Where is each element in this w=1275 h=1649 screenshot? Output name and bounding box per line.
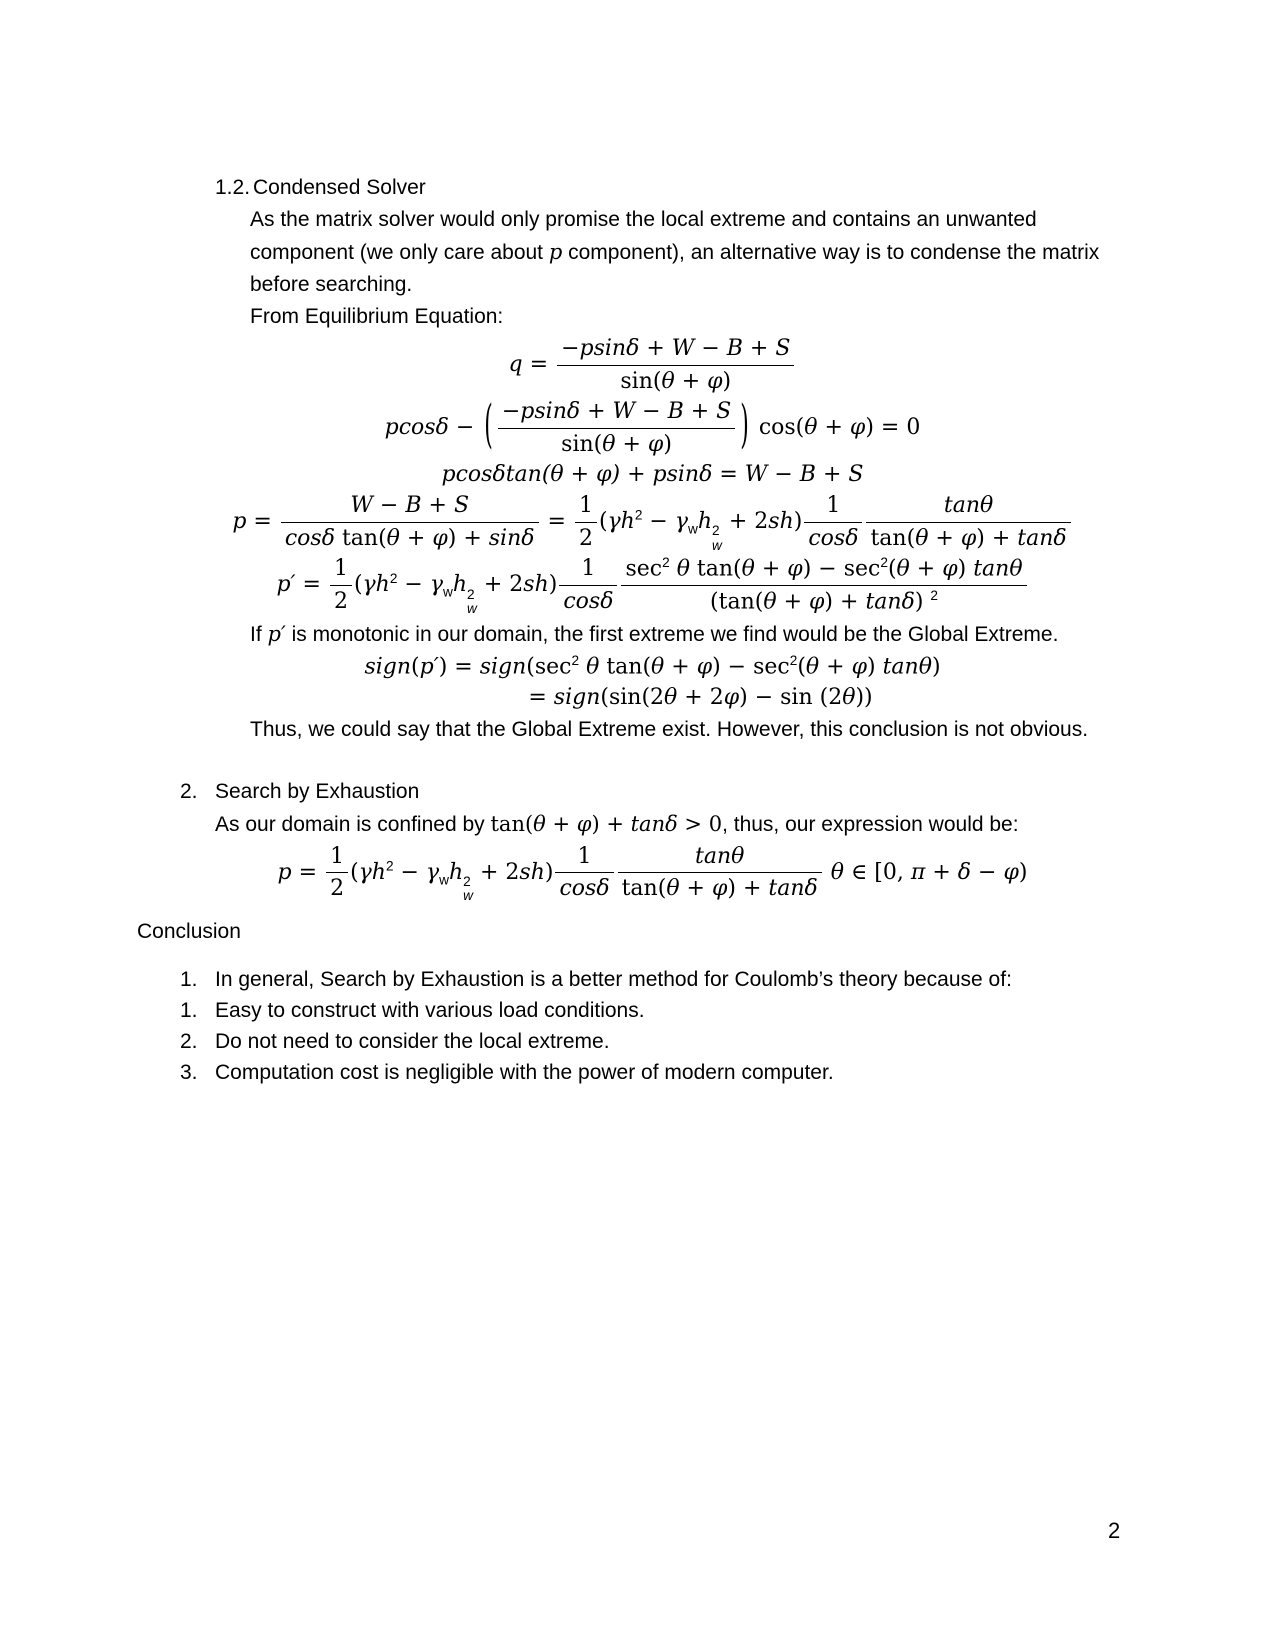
monotonic-paragraph (250, 618, 1118, 651)
equation-q: q = $\frac{-psin\delta + W - B + S}{\sin(\theta + \varphi)}$ (167, 334, 1138, 396)
conclusion-item-number: 3. (180, 1060, 198, 1084)
section-2-intro: As our domain is confined by tan(θ + φ) + tanδ > 0, thus, our expression would be: (215, 811, 1019, 836)
equation-p-domain: p = $\frac{1}{2}$ ($\gamma h^2 - \gamma_wh$ 2 w + 2sh) $\frac{1}{\cos\delta}$ $\frac{\tan\theta}{\tan(\theta + \varphi) + \tan\delta}$ θ ∈ [0, π + δ − φ) (277, 843, 1028, 904)
thus-paragraph: Thus, we could say that the Global Extreme exist. However, this conclusion is not obvious. (250, 717, 1089, 741)
conclusion-item (180, 995, 1138, 1026)
conclusion-item (180, 1057, 1138, 1088)
equation-block (137, 334, 1138, 617)
equation-pcostan: pcosδtan(θ + φ) + psinδ = W − B + S (441, 462, 864, 488)
equation-p: p = $\frac{W - B + S}{\text{cosδ tan(θ + φ) + sinδ}}$ = $\frac{1}{2}$ ($\gamma h^2 - \gamma_wh$ 2 w + 2sh) $\frac{1}{\cos\delta}$ $\frac{\tan\theta}{\tan(\theta + \varphi) + \tan\delta}$ (167, 491, 1138, 553)
monotonic-text-a: If (250, 623, 268, 646)
conclusion-item (180, 964, 1138, 995)
section-1-2-title: Condensed Solver (253, 176, 426, 199)
conclusion-item-text: Do not need to consider the local extreme. (215, 1029, 610, 1053)
section-2-heading (180, 776, 1138, 808)
intro-paragraph (250, 204, 1118, 301)
section-2-title: Search by Exhaustion (215, 779, 420, 803)
monotonic-text-b: is monotonic in our domain, the first extreme we find would be the Global Extreme. (285, 623, 1059, 646)
math-var-p: p (548, 240, 563, 264)
sign-equation-block (137, 652, 1138, 713)
section-1-2-heading (215, 172, 1138, 204)
exhaustion-equation-block (137, 842, 1138, 904)
intro-paragraph-text-b: component), an alternative way is to condense the matrix before searching. (250, 241, 1100, 296)
from-equilibrium-label: From Equilibrium Equation: (250, 305, 504, 328)
conclusion-item-number: 1. (180, 998, 198, 1022)
equation-pcos-zero: pcosδ − ( $\frac{-psin\delta + W - B + S}{\sin(\theta + \varphi)}$ ) cos(θ + φ) = 0 (384, 397, 921, 457)
math-var-p-prime: p′ (267, 622, 286, 646)
conclusion-item-text: In general, Search by Exhaustion is a better method for Coulomb’s theory because of: (215, 967, 1012, 991)
conclusion-item (180, 1026, 1138, 1057)
conclusion-item-text: Computation cost is negligible with the power of modern computer. (215, 1060, 834, 1084)
equation-sign-sin: = sign(sin(2θ + 2φ) − sin (2θ)) (528, 684, 873, 710)
equation-p-prime: p′ = $\frac{1}{2}$ ($\gamma h^2 - \gamma_wh$ 2 w + 2sh) $\frac{1}{\cos\delta}$ $\sec^2 \theta$ $\tan(\theta + \varphi) - \sec^2(\theta + \varphi)$ tanθ (tan(θ + φ) + tanδ) $^2$ (167, 554, 1138, 617)
conclusion-heading: Conclusion (137, 919, 241, 943)
conclusion-item-text: Easy to construct with various load conditions. (215, 998, 645, 1022)
section-1-2-number: 1.2. (215, 176, 251, 199)
section-2-number: 2. (180, 779, 198, 803)
conclusion-item-number: 2. (180, 1029, 198, 1053)
intro-paragraph-text-a: As the matrix solver would only promise the local extreme and contains an unwanted component (we only care about (250, 208, 1037, 264)
page-number: 2 (1108, 1518, 1121, 1543)
equation-sign: sign(p′) = $sign(\sec^2$ θ $\tan(\theta + \varphi) - \sec^2(\theta + \varphi)$ tanθ) (364, 653, 941, 680)
conclusion-list (137, 964, 1138, 1088)
conclusion-item-number: 1. (180, 967, 198, 991)
